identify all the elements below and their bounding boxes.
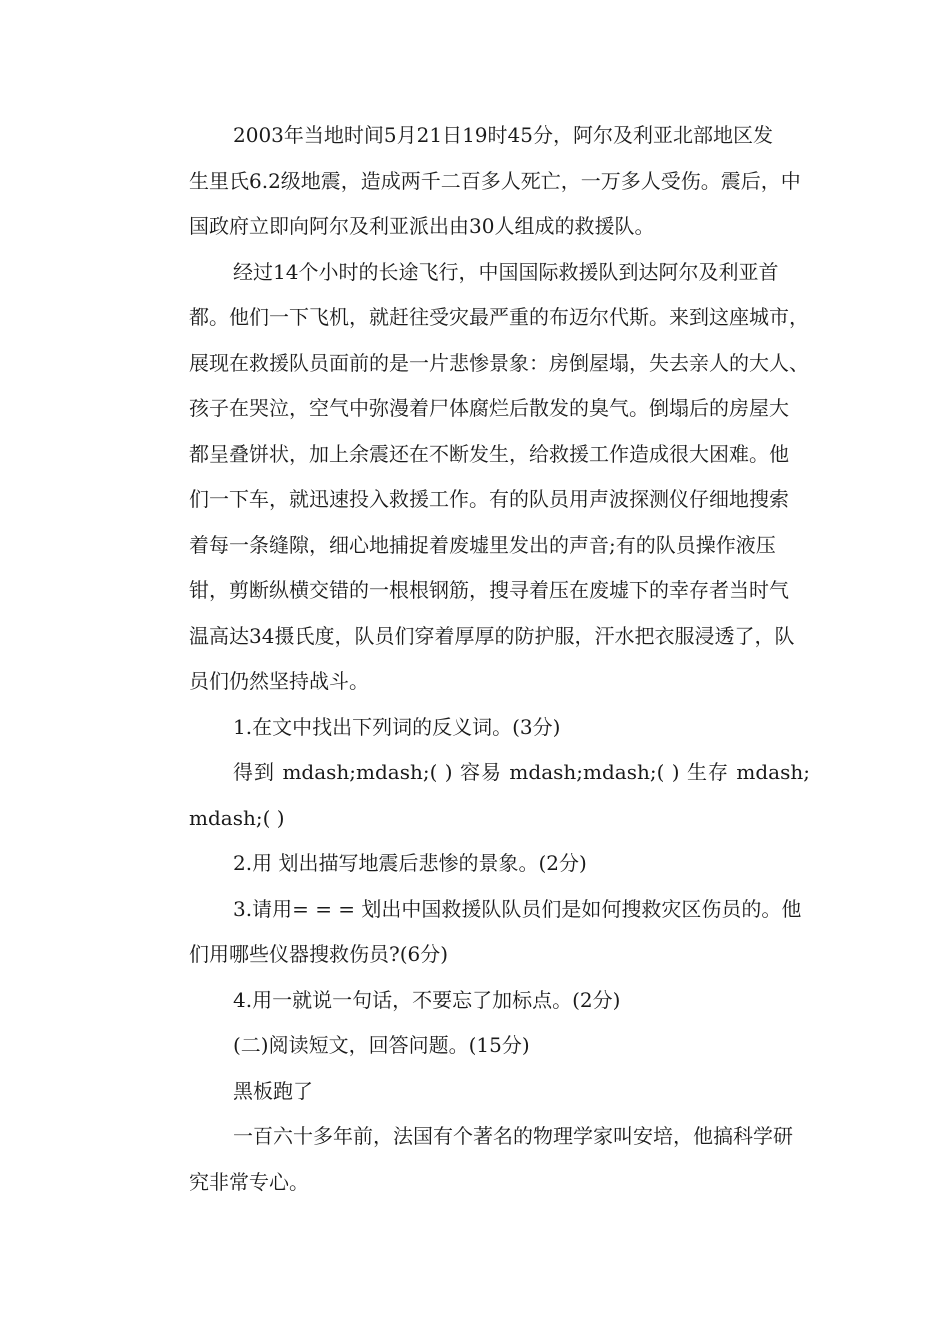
text-line: 2003年当地时间5月21日19时45分，阿尔及利亚北部地区发: [233, 123, 773, 147]
paragraph-earthquake-intro: [145, 113, 810, 250]
text-line: 员们仍然坚持战斗。: [189, 669, 369, 693]
text-line: 国政府立即向阿尔及利亚派出由30人组成的救援队。: [189, 214, 655, 238]
question-1-answers: [145, 750, 810, 841]
text-line: 生里氏6.2级地震，造成两千二百多人死亡，一万多人受伤。震后，中: [189, 168, 801, 193]
text-line: 着每一条缝隙，细心地捕捉着废墟里发出的声音;有的队员操作液压: [189, 532, 776, 557]
paragraph-story-intro: [145, 1114, 810, 1205]
text-line: 们用哪些仪器搜救伤员?(6分): [189, 942, 449, 966]
text-line: 钳，剪断纵横交错的一根根钢筋，搜寻着压在废墟下的幸存者当时气: [189, 578, 789, 602]
section-heading-2: [145, 1023, 810, 1069]
text-line: 经过14个小时的长途飞行，中国国际救援队到达阿尔及利亚首: [233, 259, 779, 284]
paragraph-rescue-scene: [145, 250, 810, 705]
question-2: [145, 841, 810, 887]
question-3: [145, 887, 810, 978]
text-line: 黑板跑了: [233, 1078, 313, 1103]
text-line: 都。他们一下飞机，就赶往受灾最严重的布迈尔代斯。来到这座城市，: [189, 305, 809, 329]
text-line: 1.在文中找出下列词的反义词。(3分): [233, 714, 561, 739]
text-line: 2.用 划出描写地震后悲惨的景象。(2分): [233, 851, 587, 875]
text-line: 究非常专心。: [189, 1169, 309, 1194]
story-title: [145, 1069, 810, 1115]
document-page: [145, 113, 810, 1205]
text-line: 展现在救援队员面前的是一片悲惨景象：房倒屋塌，失去亲人的大人、: [189, 350, 809, 375]
text-line: 孩子在哭泣，空气中弥漫着尸体腐烂后散发的臭气。倒塌后的房屋大: [189, 396, 789, 420]
question-4: [145, 978, 810, 1024]
question-1: [145, 705, 810, 751]
text-line: 们一下车，就迅速投入救援工作。有的队员用声波探测仪仔细地搜索: [189, 487, 789, 511]
text-line: 温高达34摄氏度，队员们穿着厚厚的防护服，汗水把衣服浸透了，队: [189, 623, 795, 648]
text-line: 一百六十多年前，法国有个著名的物理学家叫安培，他搞科学研: [233, 1124, 793, 1148]
text-line: (二)阅读短文，回答问题。(15分): [233, 1033, 530, 1057]
text-line: 3.请用= = = 划出中国救援队队员们是如何搜救灾区伤员的。他: [233, 896, 802, 921]
text-line: 都呈叠饼状，加上余震还在不断发生，给救援工作造成很大困难。他: [189, 441, 789, 466]
text-line: 得到 mdash;mdash;( ) 容易 mdash;mdash;( ) 生存 mdash;mdash;( ): [189, 760, 810, 830]
text-line: 4.用一就说一句话，不要忘了加标点。(2分): [233, 987, 621, 1012]
